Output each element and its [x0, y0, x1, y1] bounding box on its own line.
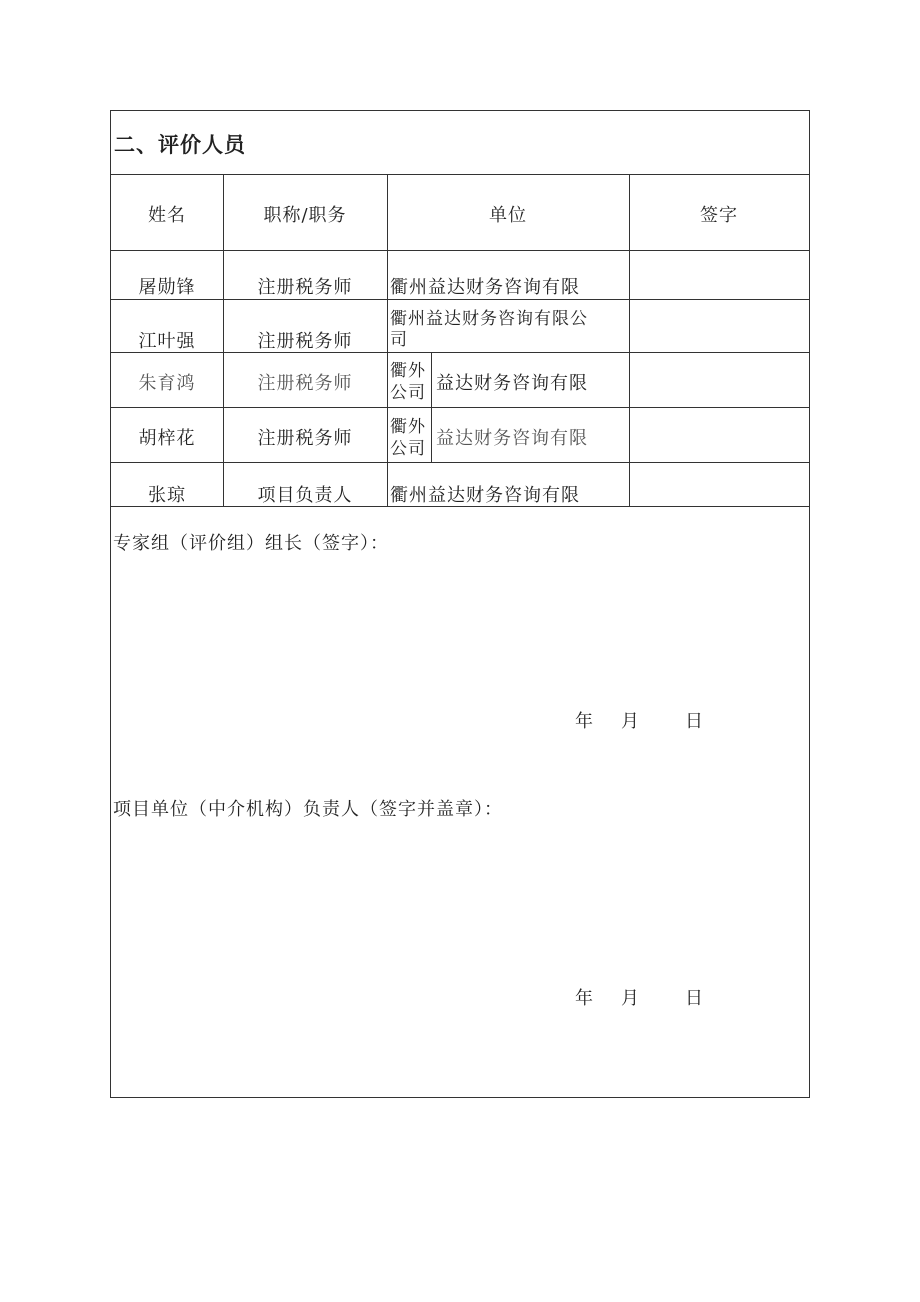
row-title: 注册税务师: [257, 277, 353, 298]
row-unit-line-2: 司: [390, 330, 408, 350]
evaluation-personnel-form: [110, 110, 810, 1098]
expert-leader-date-day: 日: [685, 711, 704, 732]
expert-leader-date-month: 月: [621, 711, 640, 732]
row-name: 江叶强: [138, 331, 196, 352]
project-unit-date-month: 月: [621, 988, 640, 1009]
rule-row-4-bottom: [111, 462, 809, 463]
section-title: 二、评价人员: [114, 133, 246, 157]
row-unit-part-1b: 公司: [390, 439, 426, 459]
row-name: 屠勋锋: [138, 277, 196, 298]
row-unit: 衢州益达财务咨询有限: [390, 485, 580, 506]
project-unit-date-year: 年: [575, 988, 594, 1009]
rule-unit-split: [431, 352, 432, 462]
row-title: 注册税务师: [257, 331, 353, 352]
rule-row-3-bottom: [111, 407, 809, 408]
row-name: 朱育鸿: [138, 373, 196, 394]
row-unit-part-2: 益达财务咨询有限: [436, 428, 588, 449]
project-unit-date-day: 日: [685, 988, 704, 1009]
header-signature: 签字: [700, 205, 738, 226]
rule-title-bottom: [111, 174, 809, 175]
row-unit-part-2: 益达财务咨询有限: [436, 373, 588, 394]
row-name: 胡梓花: [138, 428, 196, 449]
header-unit: 单位: [489, 205, 527, 226]
row-title: 注册税务师: [257, 373, 353, 394]
header-title: 职称/职务: [263, 205, 347, 226]
row-title: 项目负责人: [257, 485, 353, 506]
row-unit: 衢州益达财务咨询有限: [390, 277, 580, 298]
row-name: 张琼: [148, 485, 186, 506]
row-unit-part-1a: 衢外: [390, 417, 426, 437]
project-unit-label: 项目单位（中介机构）负责人（签字并盖章）：: [113, 799, 503, 820]
expert-leader-date-year: 年: [575, 711, 594, 732]
rule-row-1-bottom: [111, 299, 809, 300]
rule-header-bottom: [111, 250, 809, 251]
row-unit-line-1: 衢州益达财务咨询有限公: [390, 309, 588, 329]
row-title: 注册税务师: [257, 428, 353, 449]
expert-leader-label: 专家组（评价组）组长（签字）：: [113, 533, 389, 554]
row-unit-part-1b: 公司: [390, 383, 426, 403]
row-unit-part-1a: 衢外: [390, 361, 426, 381]
header-name: 姓名: [148, 205, 186, 226]
